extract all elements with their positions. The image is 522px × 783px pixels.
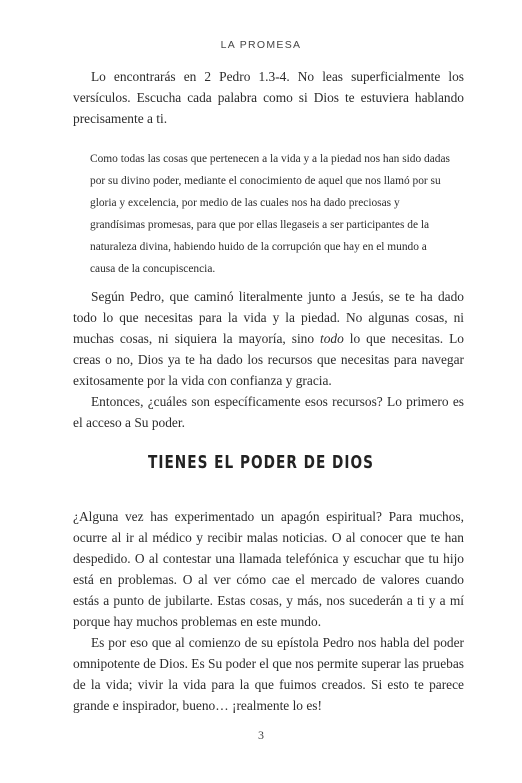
paragraph-recursos: Entonces, ¿cuáles son específicamente esos recursos? Lo primero es el acceso a Su poder. [73, 394, 464, 430]
emphasis-todo: todo [320, 331, 344, 346]
paragraph-apagon: ¿Alguna vez has experimentado un apagón espiritual? Para muchos, ocurre al ir al médico y recibir malas noticias. O al conocer que te han despedido. O al contestar una llamada telefónica y escuchar que tu hijo está en problemas. O al ver cómo cae el mercado de valores cuando estás a punto de jubilarte. Estas cosas, y más, nos sucederán a ti y a mí porque hay muchos problemas en este mundo. [73, 509, 464, 629]
scripture-quote: Como todas las cosas que pertenecen a la vida y a la piedad nos han sido dadas por su divino poder, mediante el conocimiento de aquel que nos llamó por su gloria y excelencia, por medio de las cuales nos ha dado preciosas y grandísimas promesas, para que por ellas llegaseis a ser participantes de la naturaleza divina, habiendo huido de la corrupción que hay en el mundo a causa de la concupiscencia. [90, 153, 450, 275]
paragraph-pedro-end: lo que necesitas. Lo creas o no, Dios ya te ha dado los recursos que necesitas para navegar exitosamente por la vida con confianza y gracia. [73, 331, 464, 388]
section-one-text [73, 286, 464, 433]
paragraph-pedro [73, 286, 464, 391]
running-head: LA PROMESA [220, 39, 302, 51]
paragraph-intro: Lo encontrarás en 2 Pedro 1.3-4. No leas superficialmente los versículos. Escucha cada palabra como si Dios te estuviera hablando precisamente a ti. [73, 69, 464, 126]
page-number: 3 [258, 728, 264, 742]
section-two-text [73, 506, 464, 716]
paragraph-poder: Es por eso que al comienzo de su epístola Pedro nos habla del poder omnipotente de Dios. Es Su poder el que nos permite superar las pruebas de la vida; vivir la vida para la que fuimos creados. Si esto te parece grande e inspirador, bueno… ¡realmente lo es! [73, 635, 464, 713]
paragraph-pedro-start: Según Pedro, que caminó literalmente junto a Jesús, se te ha dado todo lo que necesitas para la vida y la piedad. No algunas cosas, ni muchas cosas, ni siquiera la mayoría, sino [73, 289, 464, 346]
section-heading: TIENES EL PODER DE DIOS [148, 453, 374, 473]
intro-text [73, 66, 464, 129]
